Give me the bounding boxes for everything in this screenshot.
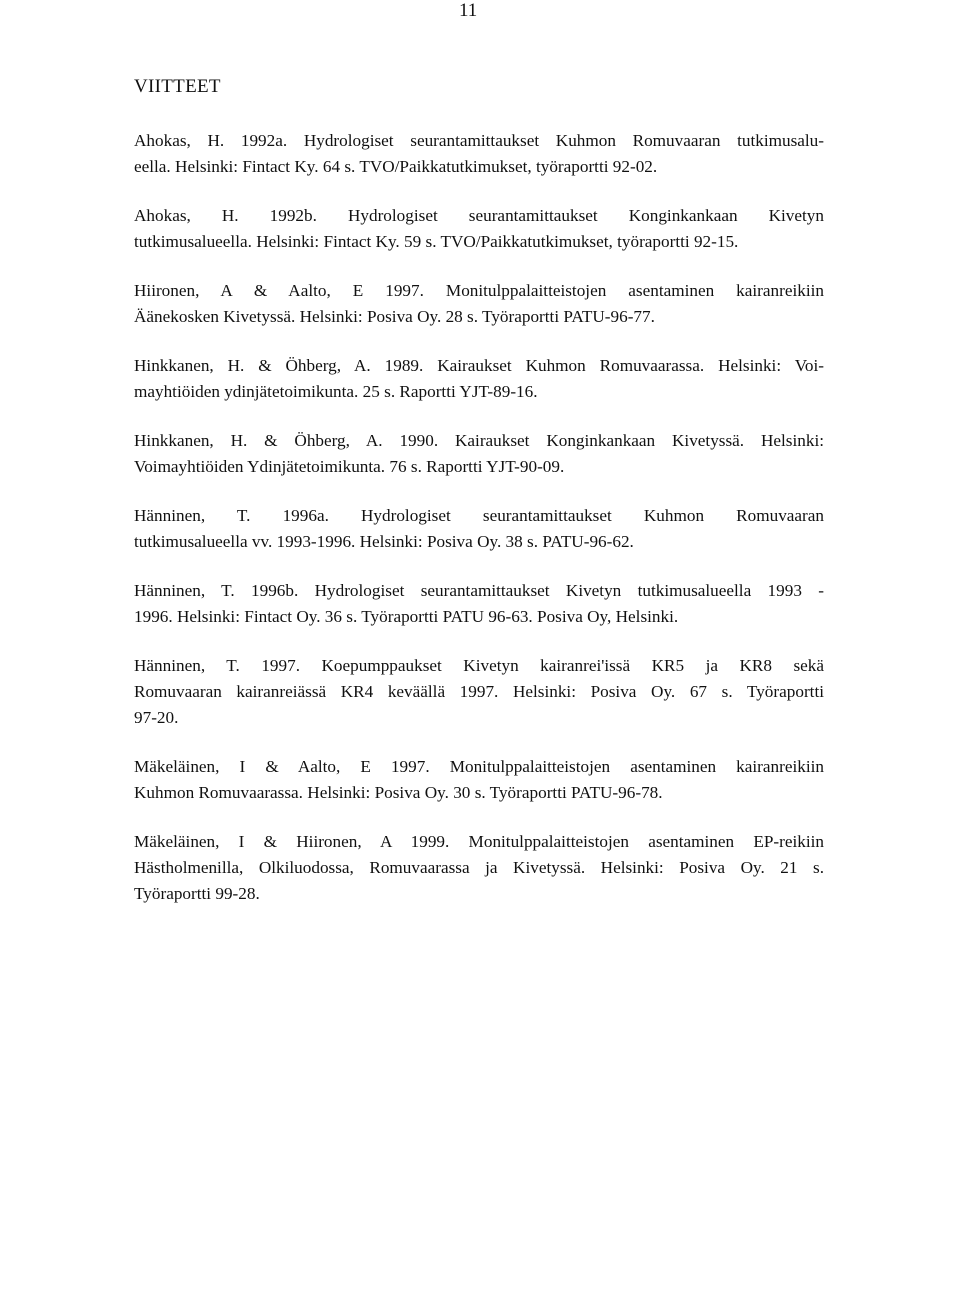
reference-item — [134, 829, 824, 907]
reference-line: Kuhmon Romuvaarassa. Helsinki: Posiva Oy. 30 s. Työraportti PATU-96-78. — [134, 783, 663, 802]
reference-line: Hinkkanen, H. & Öhberg, A. 1989. Kairaukset Kuhmon Romuvaarassa. Helsinki: Voi- — [134, 356, 824, 375]
reference-line: tutkimusalueella. Helsinki: Fintact Ky. 59 s. TVO/Paikkatutkimukset, työraportti 92-15. — [134, 232, 739, 251]
reference-line: Hänninen, T. 1996b. Hydrologiset seurantamittaukset Kivetyn tutkimusalueella 1993 - — [134, 581, 824, 600]
reference-line: Äänekosken Kivetyssä. Helsinki: Posiva Oy. 28 s. Työraportti PATU-96-77. — [134, 307, 655, 326]
reference-item — [134, 353, 824, 405]
reference-line: Ahokas, H. 1992b. Hydrologiset seurantamittaukset Konginkankaan Kivetyn — [134, 206, 824, 225]
reference-line: Hiironen, A & Aalto, E 1997. Monitulppalaitteistojen asentaminen kairanreikiin — [134, 281, 824, 300]
reference-line: Hänninen, T. 1996a. Hydrologiset seurantamittaukset Kuhmon Romuvaaran — [134, 506, 824, 525]
reference-line: 97-20. — [134, 708, 179, 727]
reference-line: Mäkeläinen, I & Aalto, E 1997. Monitulppalaitteistojen asentaminen kairanreikiin — [134, 757, 824, 776]
reference-item — [134, 578, 824, 630]
reference-line: 1996. Helsinki: Fintact Oy. 36 s. Työraportti PATU 96-63. Posiva Oy, Helsinki. — [134, 607, 679, 626]
reference-line: Hästholmenilla, Olkiluodossa, Romuvaarassa ja Kivetyssä. Helsinki: Posiva Oy. 21 s. — [134, 858, 824, 877]
reference-line: Hänninen, T. 1997. Koepumppaukset Kivetyn kairanrei'issä KR5 ja KR8 sekä — [134, 656, 824, 675]
reference-item — [134, 503, 824, 555]
reference-item — [134, 754, 824, 806]
reference-line: Hinkkanen, H. & Öhberg, A. 1990. Kairaukset Konginkankaan Kivetyssä. Helsinki: — [134, 431, 824, 450]
reference-line: Voimayhtiöiden Ydinjätetoimikunta. 76 s. Raportti YJT-90-09. — [134, 457, 565, 476]
reference-item — [134, 128, 824, 180]
reference-line: eella. Helsinki: Fintact Ky. 64 s. TVO/Paikkatutkimukset, työraportti 92-02. — [134, 157, 658, 176]
reference-item — [134, 278, 824, 330]
reference-item — [134, 653, 824, 731]
reference-item — [134, 203, 824, 255]
section-heading: VIITTEET — [134, 76, 221, 97]
page-number: 11 — [459, 0, 478, 21]
reference-line: Työraportti 99-28. — [134, 884, 260, 903]
reference-line: Romuvaaran kairanreiässä KR4 keväällä 1997. Helsinki: Posiva Oy. 67 s. Työraportti — [134, 682, 824, 701]
reference-item — [134, 428, 824, 480]
reference-line: Ahokas, H. 1992a. Hydrologiset seurantamittaukset Kuhmon Romuvaaran tutkimusalu- — [134, 131, 824, 150]
reference-list — [134, 128, 824, 930]
reference-line: mayhtiöiden ydinjätetoimikunta. 25 s. Raportti YJT-89-16. — [134, 382, 538, 401]
reference-line: Mäkeläinen, I & Hiironen, A 1999. Monitulppalaitteistojen asentaminen EP-reikiin — [134, 832, 824, 851]
reference-line: tutkimusalueella vv. 1993-1996. Helsinki: Posiva Oy. 38 s. PATU-96-62. — [134, 532, 634, 551]
